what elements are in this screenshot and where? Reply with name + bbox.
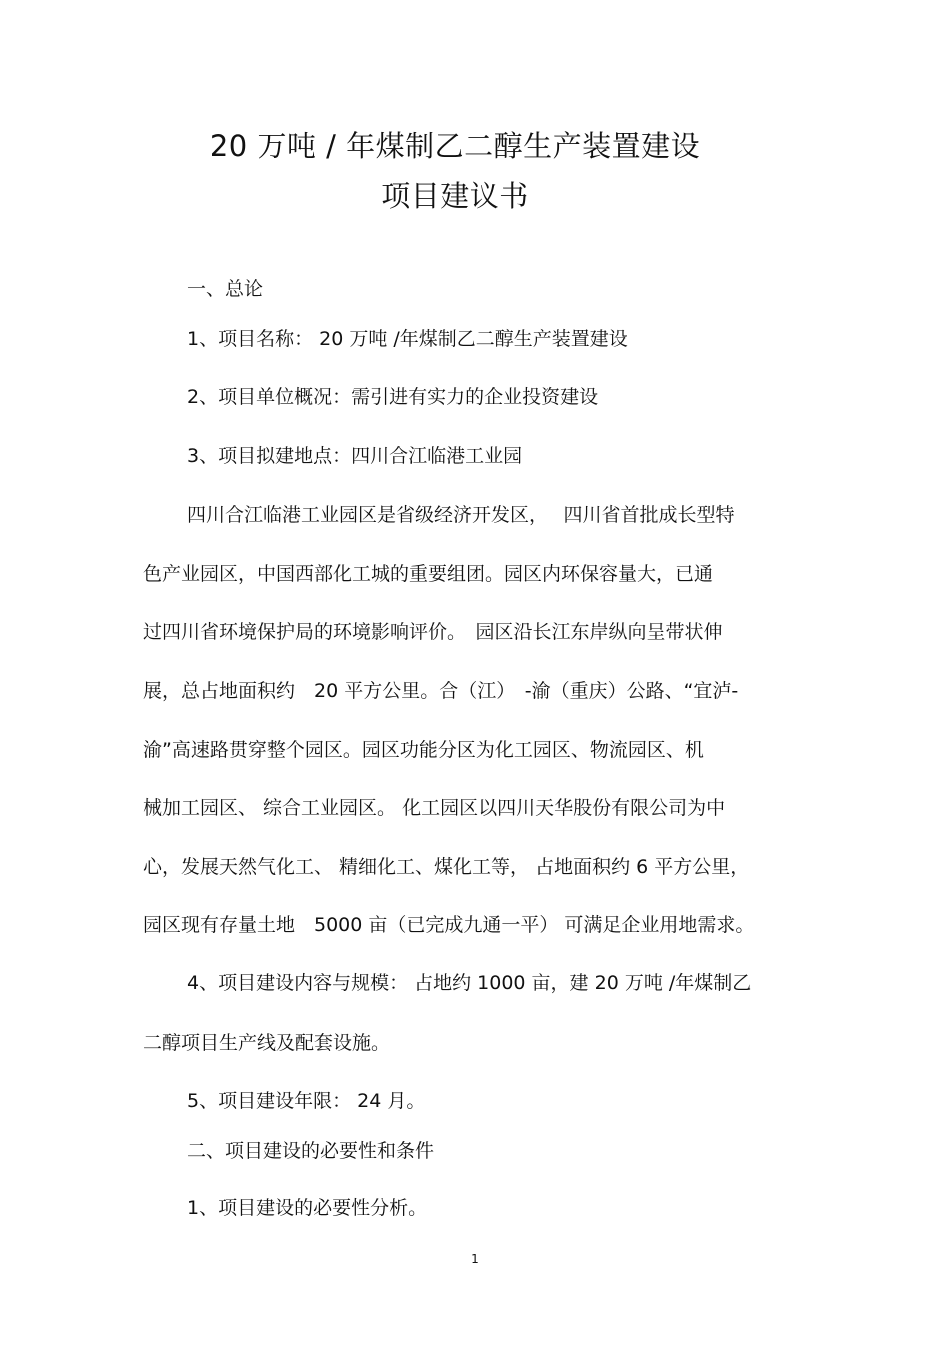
paragraph-line: 心，发展天然气化工、 精细化工、煤化工等， 占地面积约 6 平方公里， [143,856,750,878]
document-title-line1: 20 万吨 / 年煤制乙二醇生产装置建设 [209,129,701,163]
page-number: 1 [471,1252,479,1266]
paragraph-line: 过四川省环境保护局的环境影响评价。 园区沿长江东岸纵向呈带状伸 [143,621,723,643]
paragraph-line: 二醇项目生产线及配套设施。 [143,1032,391,1054]
item-necessity-analysis: 1、项目建设的必要性分析。 [187,1197,428,1219]
item-project-duration: 5、项目建设年限： 24 月。 [187,1090,426,1112]
item-project-scale: 4、项目建设内容与规模： 占地约 1000 亩，建 20 万吨 /年煤制乙 [187,972,752,994]
paragraph-line: 渝”高速路贯穿整个园区。园区功能分区为化工园区、物流园区、机 [143,739,704,761]
paragraph-line: 园区现有存量土地 5000 亩（已完成九通一平） 可满足企业用地需求。 [143,914,755,936]
paragraph-line: 展，总占地面积约 20 平方公里。合（江） -渝（重庆）公路、“宜泸- [143,680,739,702]
section-heading-overview: 一、总论 [187,278,264,300]
paragraph-line: 械加工园区、 综合工业园区。 化工园区以四川天华股份有限公司为中 [143,797,726,819]
paragraph-line: 色产业园区，中国西部化工城的重要组团。园区内环保容量大，已通 [143,563,714,585]
item-project-name: 1、项目名称： 20 万吨 /年煤制乙二醇生产装置建设 [187,328,628,350]
paragraph-line: 四川合江临港工业园区是省级经济开发区， 四川省首批成长型特 [187,504,735,526]
document-title-line2: 项目建议书 [381,179,529,213]
section-heading-necessity: 二、项目建设的必要性和条件 [187,1140,435,1162]
item-project-unit: 2、项目单位概况：需引进有实力的企业投资建设 [187,386,599,408]
item-project-location: 3、项目拟建地点：四川合江临港工业园 [187,445,523,467]
